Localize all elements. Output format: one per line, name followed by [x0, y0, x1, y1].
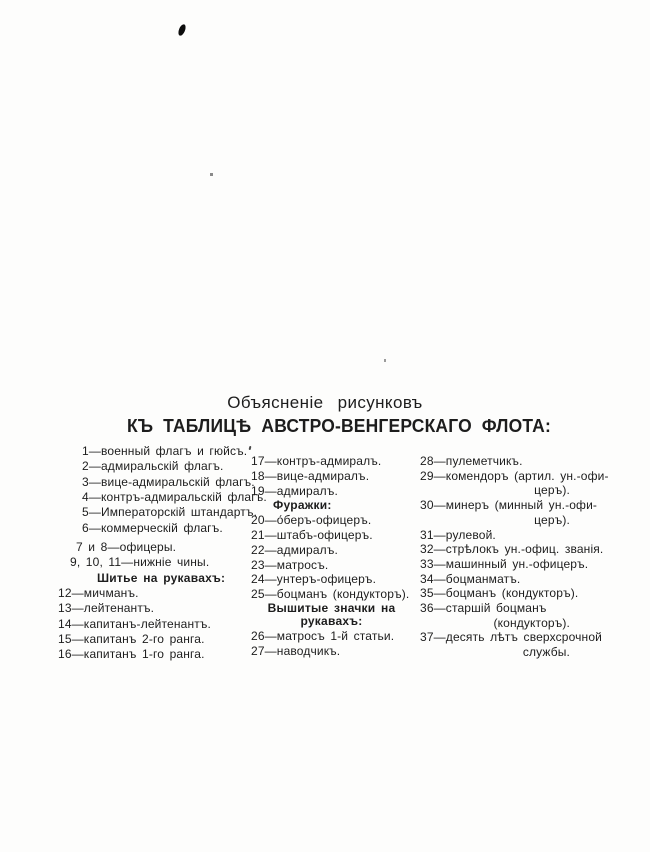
legend-section-header: Шитье на рукавахъ: — [97, 570, 226, 585]
legend-item: 6—коммерческій флагъ. — [82, 520, 223, 535]
legend-item: 4—контръ-адмиральскій флагъ. — [82, 490, 267, 505]
legend-section-header: Фуражки: — [273, 498, 332, 513]
legend-item: 9, 10, 11—нижніе чины. — [70, 555, 210, 570]
legend-section — [52, 571, 252, 663]
legend-item: 7 и 8—офицеры. — [76, 540, 177, 555]
legend-item: 37—десять лѣтъ сверхсрочной службы. — [418, 630, 614, 659]
ink-speck — [210, 173, 213, 176]
legend-item: 16—капитанъ 1-го ранга. — [58, 647, 205, 662]
legend-item: 33—машинный ун.-офицеръ. — [420, 556, 589, 571]
legend-item: 36—старшій боцманъ (кондукторъ). — [418, 601, 614, 630]
legend-column-3 — [418, 454, 614, 660]
legend-item: 31—рулевой. — [420, 527, 496, 542]
legend-section — [248, 602, 415, 659]
legend-item: 27—наводчикъ. — [251, 643, 341, 658]
legend-item: 2—адмиральскій флагъ. — [82, 459, 224, 474]
legend-item: 26—матросъ 1-й статьи. — [251, 628, 395, 643]
legend-item: 32—стрѣлокъ ун.-офиц. званія. — [420, 542, 604, 557]
legend-item: 19—адмиралъ. — [251, 483, 338, 498]
legend-item: 18—вице-адмиралъ. — [251, 468, 370, 483]
legend-item: 14—капитанъ-лейтенантъ. — [58, 616, 212, 631]
legend-item: 34—боцманматъ. — [420, 571, 521, 586]
legend-section — [248, 454, 415, 498]
legend-item: 3—вице-адмиральскій флагъ. — [82, 474, 255, 489]
legend-section — [248, 498, 415, 602]
legend-item: 35—боцманъ (кондукторъ). — [420, 586, 579, 601]
legend-item: 12—мичманъ. — [58, 586, 139, 601]
legend-section — [52, 540, 252, 571]
ink-speck — [384, 359, 386, 362]
legend-item: 13—лейтенантъ. — [58, 601, 155, 616]
figure-caption-title: Объясненіе рисунковъ — [227, 393, 423, 412]
figure-caption-subtitle: КЪ ТАБЛИЦѢ АВСТРО-ВЕНГЕРСКАГО ФЛОТА: — [127, 416, 551, 436]
legend-item-continuation: церъ). — [534, 512, 570, 527]
legend-item-continuation: (кондукторъ). — [493, 615, 570, 630]
legend-item: 17—контръ-адмиралъ. — [251, 454, 382, 468]
legend-section — [52, 444, 267, 536]
legend-item: 15—капитанъ 2-го ранга. — [58, 632, 205, 647]
legend-item: 5—Императорскій штандартъ. — [82, 505, 258, 520]
legend-item: 30—минеръ (минный ун.-офи- церъ). — [418, 498, 614, 527]
legend-section — [418, 454, 614, 660]
legend-item: 24—унтеръ-офицеръ. — [251, 572, 377, 587]
legend-item-continuation: церъ). — [534, 483, 570, 498]
legend-item: 28—пулеметчикъ. — [420, 454, 523, 468]
legend-column-2 — [248, 454, 415, 659]
legend-item: 20—о́беръ-офицеръ. — [251, 513, 372, 528]
legend-item: 1—военный флагъ и гюйсъ. — [82, 444, 248, 458]
legend-item: 22—адмиралъ. — [251, 542, 338, 557]
legend-item: 25—боцманъ (кондукторъ). — [251, 587, 410, 602]
legend-item: 29—комендоръ (артил. ун.-офи- церъ). — [418, 469, 614, 498]
legend-item: 23—матросъ. — [251, 557, 329, 572]
ink-speck — [177, 23, 187, 36]
legend-item-continuation: службы. — [522, 645, 570, 660]
legend-column-1 — [52, 444, 267, 663]
legend-section-header: Вышитые значки на рукавахъ: — [267, 600, 396, 629]
legend-item: 21—штабъ-офицеръ. — [251, 527, 373, 542]
